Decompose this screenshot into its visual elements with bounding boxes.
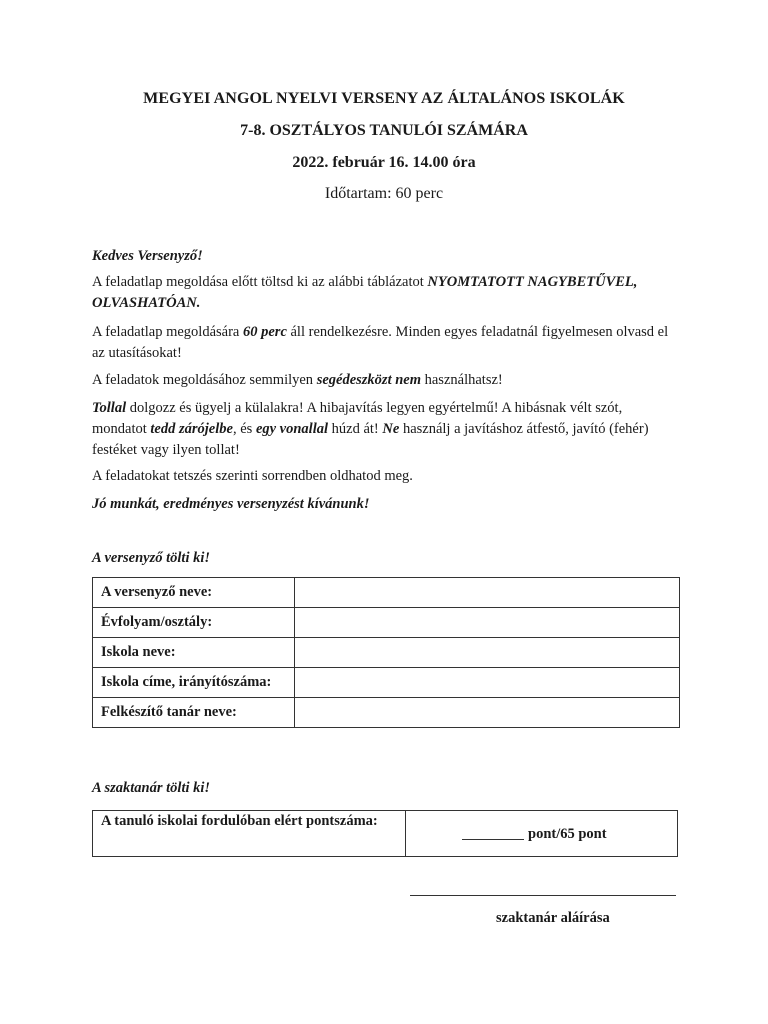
instruction-text: használhatsz!	[421, 372, 503, 388]
score-field[interactable]	[406, 811, 678, 857]
score-table	[92, 810, 678, 857]
table-row	[93, 698, 680, 728]
closing-wish: Jó munkát, eredményes versenyzést kívánunk!	[92, 496, 370, 512]
row-label: Évfolyam/osztály:	[93, 608, 295, 638]
score-suffix: pont/65 pont	[528, 825, 607, 842]
student-name-field[interactable]	[295, 578, 680, 608]
table-row	[93, 811, 678, 857]
emphasis-text: Tollal	[92, 400, 127, 416]
instruction-text: A feladatlap megoldása előtt töltsd ki az alábbi táblázatot	[92, 274, 428, 290]
student-info-table	[92, 577, 680, 728]
student-section-title: A versenyző tölti ki!	[92, 550, 211, 566]
table-row	[93, 638, 680, 668]
emphasis-text: segédeszközt nem	[316, 372, 421, 388]
instruction-text: használj a javításhoz átfestő, javító (fehér) festéket vagy ilyen tollat!	[92, 421, 649, 458]
instruction-paragraph-2	[92, 322, 680, 364]
table-row	[93, 668, 680, 698]
title-line-1: MEGYEI ANGOL NYELVI VERSENY AZ ÁLTALÁNOS ISKOLÁK	[143, 90, 625, 107]
instruction-paragraph-5: A feladatokat tetszés szerinti sorrendben oldhatod meg.	[92, 468, 413, 484]
row-label: Iskola címe, irányítószáma:	[93, 668, 295, 698]
title-line-2: 7-8. OSZTÁLYOS TANULÓI SZÁMÁRA	[240, 122, 528, 139]
emphasis-text: Ne	[382, 421, 400, 437]
school-address-field[interactable]	[295, 668, 680, 698]
score-blank-line	[462, 825, 524, 840]
instruction-paragraph-4	[92, 398, 680, 461]
teacher-section-title: A szaktanár tölti ki!	[92, 780, 211, 796]
score-label: A tanuló iskolai fordulóban elért pontszáma:	[93, 811, 406, 857]
date-line: 2022. február 16. 14.00 óra	[292, 154, 476, 171]
table-row	[93, 578, 680, 608]
teacher-name-field[interactable]	[295, 698, 680, 728]
school-name-field[interactable]	[295, 638, 680, 668]
emphasis-text: 60 perc	[242, 324, 287, 340]
table-row	[93, 608, 680, 638]
signature-label: szaktanár aláírása	[496, 910, 610, 926]
instruction-text: húzd át!	[328, 421, 383, 437]
instruction-text: áll rendelkezésre. Minden egyes feladatnál figyelmesen olvasd el az utasításokat!	[92, 324, 669, 361]
emphasis-text: NYOMTATOTT NAGYBETŰVEL, OLVASHATÓAN.	[92, 274, 638, 311]
instruction-text: A feladatlap megoldására	[92, 324, 243, 340]
row-label: A versenyző neve:	[93, 578, 295, 608]
instruction-text: A feladatok megoldásához semmilyen	[92, 372, 317, 388]
instruction-text: dolgozz és ügyelj a külalakra! A hibajavítás legyen egyértelmű! A hibásnak vélt szót, mondatot	[92, 400, 623, 437]
signature-line[interactable]	[410, 895, 676, 896]
grade-class-field[interactable]	[295, 608, 680, 638]
instruction-text: , és	[232, 421, 256, 437]
instruction-paragraph-3	[92, 370, 680, 391]
emphasis-text: egy vonallal	[255, 421, 329, 437]
duration-line: Időtartam: 60 perc	[324, 185, 444, 202]
row-label: Iskola neve:	[93, 638, 295, 668]
emphasis-text: tedd zárójelbe	[150, 421, 233, 437]
instruction-paragraph-1	[92, 272, 680, 314]
greeting: Kedves Versenyző!	[92, 248, 203, 264]
row-label: Felkészítő tanár neve:	[93, 698, 295, 728]
